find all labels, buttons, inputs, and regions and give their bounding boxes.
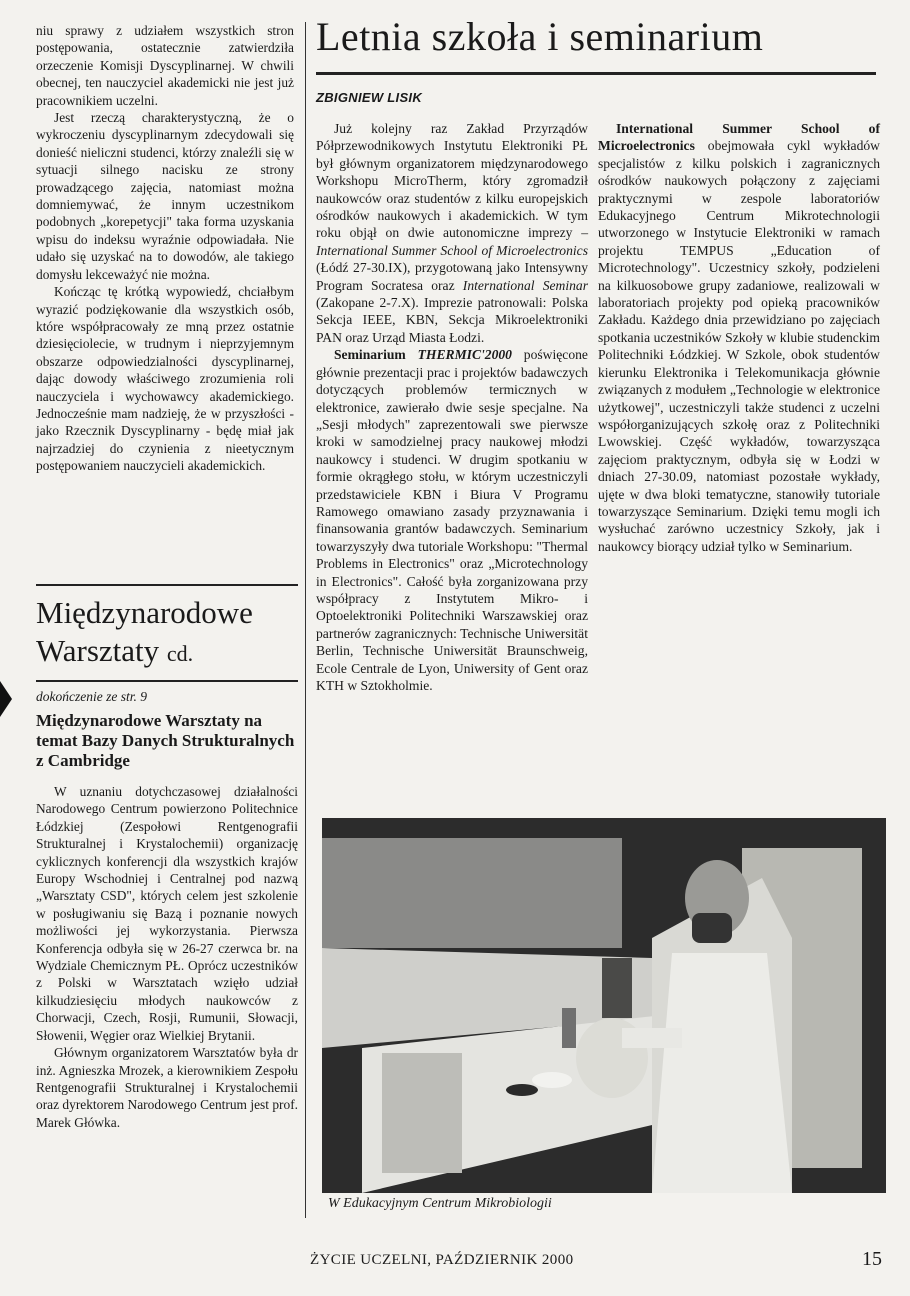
section-heading [36,594,298,673]
article-title: Letnia szkoła i seminarium [316,14,764,59]
lab-photo-illustration [322,818,886,1193]
subsection-heading: Międzynarodowe Warsztaty na temat Bazy Danych Strukturalnych z Cambridge [36,711,295,770]
continued-arrow-icon [0,681,12,717]
paragraph: W uznaniu dotychczasowej działalności Narodowego Centrum powierzono Politechnice Łódzkiej (Zespołowi Rentgenografii Strukturalnej i Krystalochemii) organizację cyklicznych konferencji dla wszystkich krajów Europy Wschodniej i Centralnej pod nazwą „Warsztaty CSD", których celem jest szkolenie w posługiwaniu się Bazą i poznanie nowych możliwości jej wykorzystania. Pierwsza Konferencja odbyła się w 26-27 czerwca br. na Wydziale Chemicznym PŁ. Oprócz uczestników z Polski w Warsztatach wzięło udział kilkudziesięciu młodych naukowców z Chorwacji, Czech, Rosji, Rumunii, Słowacji, Słowenii, Węgier oraz Wielkiej Brytanii. [36,784,298,1043]
paragraph: Kończąc tę krótką wypowiedź, chciałbym wyrazić podziękowanie dla wszystkich osób, które współpracowały ze mną przez ostatnie dziesięciolecie, w trudnym i nieprzyjemnym obszarze odpowiedzialności dyscyplinarnej, dając dowody właściwego zrozumienia roli nauczyciela i wychowawcy akademickiego. Jednocześnie mam nadzieję, że w przyszłości - jako Rzecznik Dyscyplinarny - będę miał jak najrzadziej do czynienia z nieetycznym postępowaniem nauczycieli akademickich. [36,284,294,474]
bold-run: Seminarium [334,347,406,363]
article-author: ZBIGNIEW LISIK [316,90,423,105]
article-column-2 [598,120,880,555]
text-run: Już kolejny raz Zakład Przyrządów Półprzewodnikowych Instytutu Elektroniki PŁ był głównym organizatorem międzynarodowego Workshopu MicroTherm, który zgromadził naukowców oraz studentów z kilku europejskich ośrodków naukowych i akademickich. W tym roku objął on dwie autonomiczne imprezy – [316,121,588,241]
paragraph [598,120,880,555]
text-run: (Zakopane 2-7.X). Imprezie patronowali: Polska Sekcja IEEE, KBN, Sekcja Mikroelektroniki PAN oraz Urząd Miasta Łodzi. [316,295,588,345]
paragraph: Głównym organizatorem Warsztatów była dr inż. Agnieszka Mrozek, a kierownikiem Zespołu Rentgenografii Strukturalnej i Krystalochemii oraz dyrektorem Narodowego Centrum jest prof. Marek Główka. [36,1045,298,1130]
continued-note: dokończenie ze str. 9 [36,689,147,704]
section-heading-main: Międzynarodowe Warsztaty [36,595,253,668]
text-run: obejmowała cykl wykładów specjalistów z kilku polskich i zagranicznych ośrodków naukowych połączony z zajęciami praktycznymi w zespole laboratoriów Edukacyjnego Centrum Mikrotechnologii utworzonego w Instytucie Elektroniki w ramach projektu TEMPUS „Education of Microtechnology". Uczestnicy szkoły, podzieleni na kilkuosobowe grupy zadaniowe, realizowali w laboratoriach projekty pod opieką pracowników Zakładu. Każdego dnia przewidziano po zajęciach spotkania uczestników Szkoły w klubie studenckim Politechniki Łódzkiej. W Szkole, obok studentów kierunku Elektronika i Telekomunikacja głównie związanych z modułem „Technologie w elektronice użytkowej", uczestniczyli także studenci z uczelni współorganizujących szkołę oraz z Politechniki Lwowskiej. Część wykładów, towarzysząca zajęciom praktycznym, odbyła się w Łodzi w dniach 27-30.09, natomiast pozostałe wykłady, ujęte w dwa bloki tematyczne, stanowiły tutoriale towarzyszące Seminarium. Dzięki temu mogli ich wysłuchać zarówno uczestnicy Szkoły, jak i naukowcy biorący udział tylko w Seminarium. [598,138,880,554]
paragraph: niu sprawy z udziałem wszystkich stron postępowania, ostatecznie zatwierdziła orzeczenie Komisji Dyscyplinarnej. W chwili obecnej, ten nauczyciel akademicki nie jest już pracownikiem uczelni. [36,23,294,108]
bold-run: International Summer School of Microelectronics [598,121,880,154]
paragraph [316,120,588,346]
photo-caption: W Edukacyjnym Centrum Mikrobiologii [328,1196,552,1211]
section-divider [36,680,298,682]
publication-footer: ŻYCIE UCZELNI, PAŹDZIERNIK 2000 [310,1252,574,1268]
text-run: (Łódź 27-30.IX), przygotowaną jako Intensywny Program Socratesa oraz [316,260,588,293]
left-column-continuation [36,22,294,475]
page-number: 15 [862,1248,882,1270]
section-body [36,783,298,1131]
paragraph [316,346,588,694]
italic-run: International Seminar [462,277,589,293]
column-divider [305,22,306,1218]
article-column-1 [316,120,588,694]
section-heading-suffix: cd. [166,641,194,666]
section-divider [36,584,298,586]
title-rule [316,72,876,75]
bold-italic-run: THERMIC'2000 [417,347,512,363]
text-run: poświęcone głównie prezentacji prac i projektów badawczych dotyczących problemów termicznych w elektronice, zawierało dwie sesje specjalne. Na „Sesji młodych" zaprezentowali swe pierwsze kroki w samodzielnej pracy naukowej młodzi naukowcy i studenci. W drugim spotkaniu w formie okrągłego stołu, w którym uczestniczyli przedstawiciele KBN i Biura V Programu Ramowego omawiano zasady przyznawania i finansowania grantów badawczych. Seminarium towarzyszyły dwa tutoriale Workshopu: "Thermal Problems in Electronics" oraz „Microtechnology in Electronics". Całość była zorganizowana przy współpracy z Instytutem Mikro- i Optoelektroniki Politechniki Warszawskiej oraz partnerów zagranicznych: Technische Uniwersität Berlin, Technische Uniwersität Braunschweig, Ecole Centrale de Lyon, Uniwersity of Gent oraz KTH w Sztokholmie. [316,347,588,693]
lab-photo [322,818,886,1193]
italic-run: International Summer School of Microelectronics [316,242,588,258]
paragraph: Jest rzeczą charakterystyczną, że o wykroczeniu dyscyplinarnym zdecydowali się donieść nieliczni studenci, którzy znaleźli się w sytuacji silnego nacisku ze strony prowadzącego zajęcia, natomiast można domniemywać, że innym uczestnikom podobnych „korepetycji" taka forma uzyskania wpisu do indeksu wyraźnie odpowiadała. Nie udało się uzyskać na to dowodów, ale takiego domysłu lekceważyć nie można. [36,110,294,282]
